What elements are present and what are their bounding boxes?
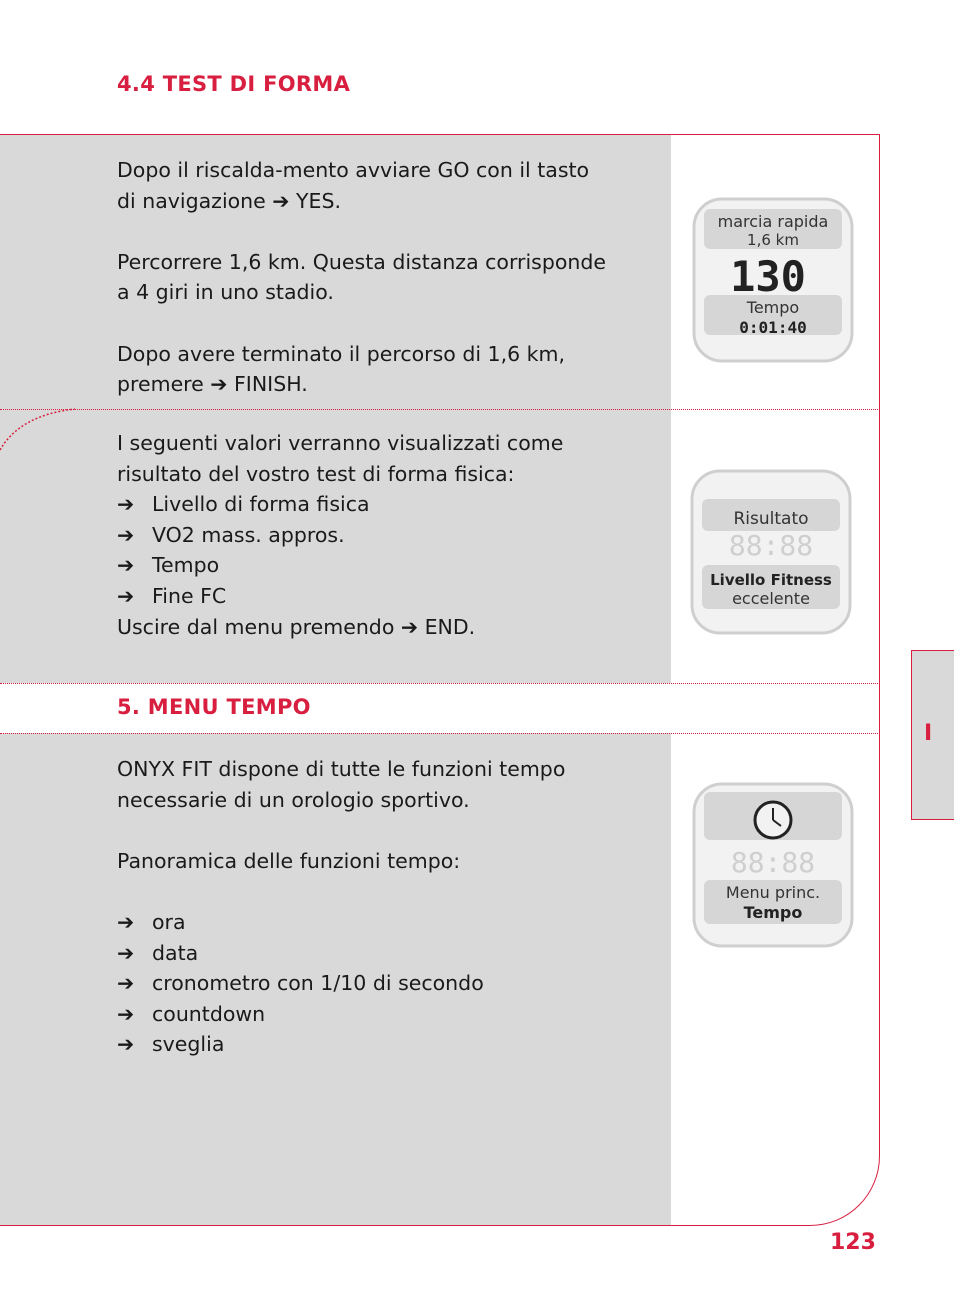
side-tab-label: I: [924, 721, 933, 746]
divider-3: [0, 733, 880, 734]
list-item: ➔ sveglia: [117, 1029, 565, 1060]
watch-text: Menu princ.: [725, 883, 821, 902]
text-line: [117, 216, 606, 247]
text-line: Dopo avere terminato il percorso di 1,6 km,: [117, 341, 566, 366]
watch-big-number: 130: [730, 252, 806, 301]
arrow-icon: ➔: [117, 553, 135, 578]
text-line: Uscire dal menu premendo ➔ END.: [117, 614, 476, 639]
arrow-icon: ➔: [117, 492, 135, 517]
arrow-icon: ➔: [117, 1001, 135, 1026]
watch-text: Tempo: [743, 903, 803, 922]
text-line: [117, 815, 565, 846]
divider-1: [0, 409, 880, 410]
corner-curve: [0, 405, 80, 455]
text-block-2: [117, 428, 563, 642]
watch-text: 1,6 km: [747, 231, 799, 249]
divider-2: [0, 683, 880, 684]
arrow-icon: ➔: [117, 522, 135, 547]
watch-display-1: [688, 195, 858, 365]
list-item: ➔ Fine FC: [117, 581, 563, 612]
arrow-icon: ➔: [117, 1032, 135, 1057]
watch-text: Livello Fitness: [710, 571, 832, 589]
watch-segments: 88:88: [728, 529, 814, 562]
text-line: premere ➔ FINISH.: [117, 372, 308, 397]
text-line: Dopo il riscalda-mento avviare GO con il tasto: [117, 158, 590, 182]
section-heading-menu-tempo: 5. MENU TEMPO: [117, 695, 311, 719]
text-block-1: [117, 155, 606, 400]
watch-text: 0:01:40: [739, 318, 807, 337]
text-line: a 4 giri in uno stadio.: [117, 280, 334, 305]
section-heading-test-di-forma: 4.4 TEST DI FORMA: [117, 72, 351, 96]
list-item: ➔ VO2 mass. appros.: [117, 520, 563, 551]
text-line: risultato del vostro test di forma fisica:: [117, 461, 515, 486]
list-item: ➔ Livello di forma fisica: [117, 489, 563, 520]
text-block-3: [117, 754, 565, 1060]
list-item: ➔ countdown: [117, 999, 565, 1030]
text-line: Percorrere 1,6 km. Questa distanza corrisponde: [117, 249, 607, 274]
arrow-icon: ➔: [117, 583, 135, 608]
list-item: ➔ Tempo: [117, 550, 563, 581]
text-line: I seguenti valori verranno visualizzati come: [117, 431, 564, 455]
watch-display-3: [688, 780, 858, 950]
clock-icon: [755, 802, 791, 838]
text-line: necessarie di un orologio sportivo.: [117, 787, 470, 812]
watch-text: Risultato: [733, 509, 809, 529]
text-line: di navigazione ➔ YES.: [117, 188, 341, 213]
watch-display-2: [686, 467, 856, 637]
list-item: ➔ data: [117, 938, 565, 969]
arrow-icon: ➔: [117, 971, 135, 996]
watch-text: eccelente: [732, 589, 810, 608]
arrow-icon: ➔: [117, 940, 135, 965]
side-tab: [911, 650, 954, 820]
list-item: ➔ cronometro con 1/10 di secondo: [117, 968, 565, 999]
text-line: ONYX FIT dispone di tutte le funzioni tempo: [117, 757, 566, 781]
arrow-icon: ➔: [117, 909, 135, 934]
watch-text: marcia rapida: [717, 212, 829, 231]
watch-text: Tempo: [746, 298, 800, 317]
page-number: 123: [830, 1230, 876, 1255]
text-line: [117, 308, 606, 339]
watch-segments: 88:88: [730, 846, 816, 879]
list-item: ➔ ora: [117, 907, 565, 938]
text-line: Panoramica delle funzioni tempo:: [117, 848, 461, 873]
